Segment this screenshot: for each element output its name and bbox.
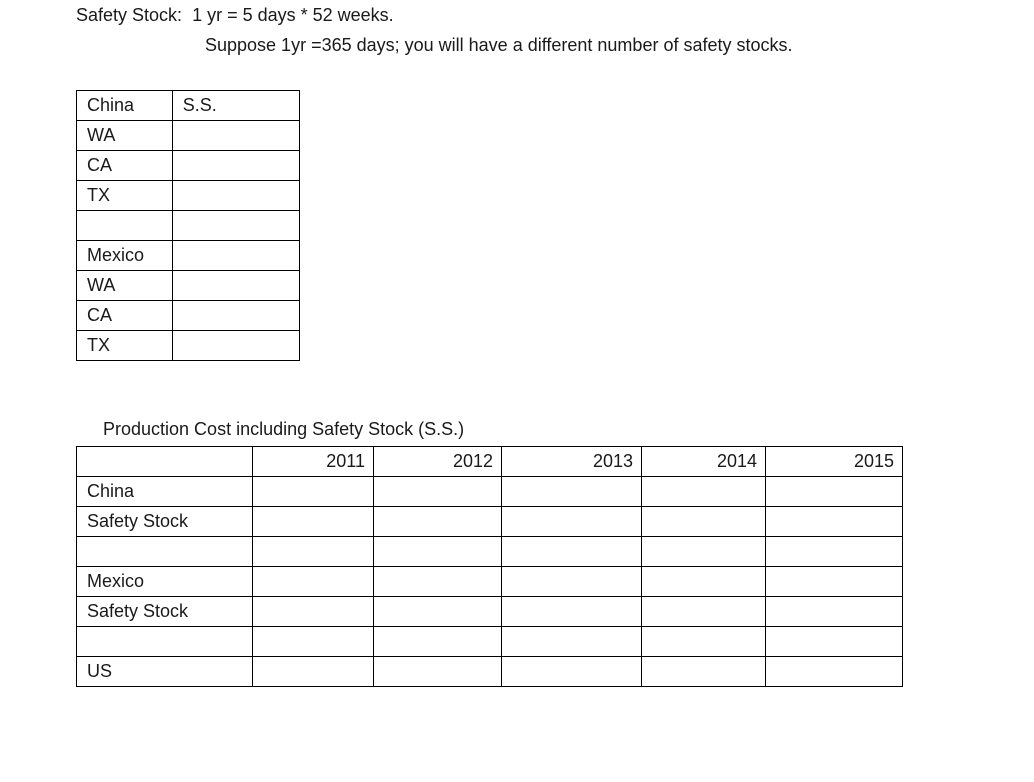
table-cell [642, 507, 766, 537]
table-row [77, 211, 300, 241]
year-header: 2012 [374, 447, 502, 477]
production-cost-table [76, 446, 903, 687]
table-row [77, 657, 903, 687]
table-cell [77, 447, 253, 477]
table-cell: China [77, 91, 173, 121]
table-row [77, 181, 300, 211]
table-cell [253, 627, 374, 657]
row-label [77, 537, 253, 567]
table-cell [642, 567, 766, 597]
table-cell [766, 507, 903, 537]
table-cell [642, 597, 766, 627]
table-cell: CA [77, 151, 173, 181]
safety-stock-label: Safety Stock: [76, 5, 183, 25]
table-cell [374, 537, 502, 567]
table-cell: S.S. [172, 91, 299, 121]
safety-stock-note: Suppose 1yr =365 days; you will have a different number of safety stocks. [205, 35, 793, 55]
table-cell [502, 597, 642, 627]
table-cell [502, 477, 642, 507]
table-row [77, 121, 300, 151]
table-row [77, 507, 903, 537]
row-label: Safety Stock [77, 597, 253, 627]
table-row [77, 447, 903, 477]
table-cell [642, 537, 766, 567]
safety-stock-formula: 1 yr = 5 days * 52 weeks. [192, 5, 394, 25]
table-cell [502, 627, 642, 657]
year-header: 2015 [766, 447, 903, 477]
table-row [77, 301, 300, 331]
table-cell [253, 507, 374, 537]
production-cost-caption: Production Cost including Safety Stock (S.S.) [103, 419, 465, 439]
table-cell [172, 211, 299, 241]
table-row [77, 271, 300, 301]
table-cell [766, 597, 903, 627]
table-cell [172, 301, 299, 331]
table-cell [766, 567, 903, 597]
table-row [77, 567, 903, 597]
table-row [77, 537, 903, 567]
table-cell [374, 567, 502, 597]
table-cell [502, 567, 642, 597]
table-cell: Mexico [77, 241, 173, 271]
safety-stock-table [76, 90, 300, 361]
table-cell [172, 331, 299, 361]
row-label: Safety Stock [77, 507, 253, 537]
table-cell [766, 627, 903, 657]
table-cell [642, 477, 766, 507]
table-cell: WA [77, 121, 173, 151]
table-cell [172, 241, 299, 271]
table-row [77, 241, 300, 271]
table-cell [253, 657, 374, 687]
table-cell [374, 477, 502, 507]
table-row [77, 151, 300, 181]
table-cell [502, 657, 642, 687]
table-cell [172, 151, 299, 181]
table-cell [374, 597, 502, 627]
year-header: 2011 [253, 447, 374, 477]
table-cell [502, 537, 642, 567]
table-cell [766, 537, 903, 567]
table-cell: TX [77, 181, 173, 211]
table-row [77, 627, 903, 657]
table-cell [374, 627, 502, 657]
table-cell [172, 271, 299, 301]
table-cell [502, 507, 642, 537]
row-label: China [77, 477, 253, 507]
table-row [77, 477, 903, 507]
year-header: 2013 [502, 447, 642, 477]
table-cell [253, 567, 374, 597]
row-label: US [77, 657, 253, 687]
table-row [77, 597, 903, 627]
table-cell [374, 507, 502, 537]
table-cell [253, 477, 374, 507]
table-row [77, 91, 300, 121]
table-cell [77, 211, 173, 241]
year-header: 2014 [642, 447, 766, 477]
row-label [77, 627, 253, 657]
table-cell [766, 477, 903, 507]
table-cell [374, 657, 502, 687]
row-label: Mexico [77, 567, 253, 597]
table-cell: CA [77, 301, 173, 331]
table-cell [253, 537, 374, 567]
table-cell [766, 657, 903, 687]
table-cell [642, 627, 766, 657]
table-row [77, 331, 300, 361]
table-cell [642, 657, 766, 687]
table-cell: WA [77, 271, 173, 301]
safety-stock-formula-line [76, 5, 394, 26]
table-cell [172, 121, 299, 151]
table-cell [253, 597, 374, 627]
table-cell: TX [77, 331, 173, 361]
table-cell [172, 181, 299, 211]
